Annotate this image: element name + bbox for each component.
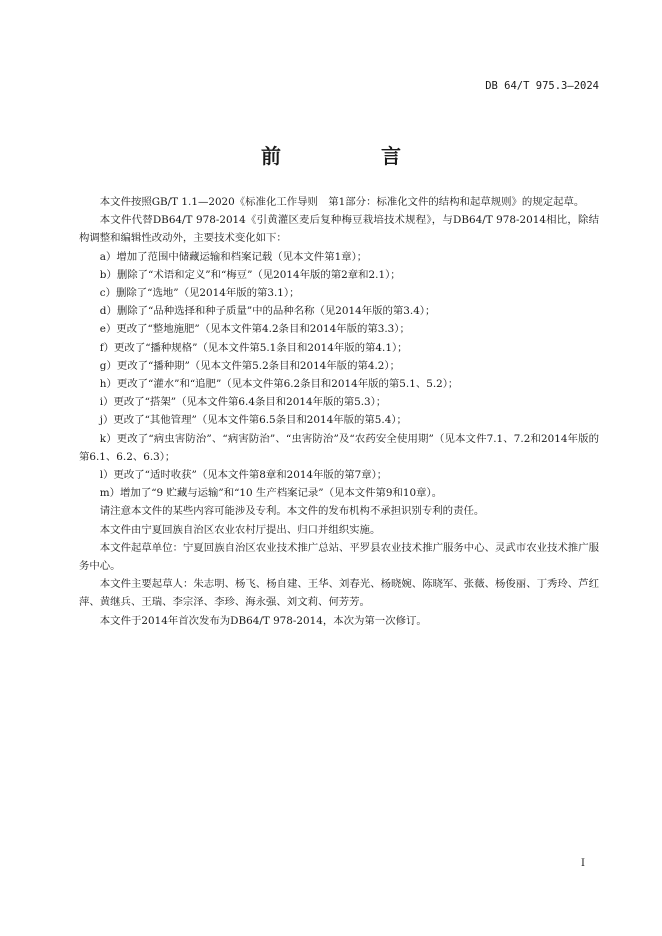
- change-item-d: d）删除了“品种选择和种子质量”中的品种名称（见2014年版的第3.4）；: [99, 305, 436, 318]
- paragraph-drafters: 本文件主要起草人：朱志明、杨飞、杨自建、王华、刘春光、杨晓婉、陈晓军、张薇、杨俊丽、丁秀玲、芦红萍、黄继兵、王瑞、李宗泽、李珍、海永强、刘文莉、何芳芳。: [79, 578, 599, 609]
- change-item-j: j）更改了“其他管理”（见本文件第6.5条目和2014年版的第5.4）；: [99, 414, 407, 427]
- paragraph-patent-notice: 请注意本文件的某些内容可能涉及专利。本文件的发布机构不承担识别专利的责任。: [99, 505, 485, 518]
- change-item-m: m）增加了“9 贮藏与运输”和“10 生产档案记录”（见本文件第9和10章）。: [99, 487, 443, 500]
- paragraph-drafting-basis: 本文件按照GB/T 1.1—2020《标准化工作导则 第1部分：标准化文件的结构和起草规则》的规定起草。: [99, 196, 585, 208]
- paragraph-drafting-units: 本文件起草单位：宁夏回族自治区农业技术推广总站、平罗县农业技术推广服务中心、灵武市农业技术推广服务中心。: [79, 541, 599, 573]
- page-number: I: [581, 858, 585, 869]
- paragraph-proposer: 本文件由宁夏回族自治区农业农村厅提出、归口并组织实施。: [99, 523, 381, 536]
- change-item-g: g）更改了“播种期”（见本文件第5.2条目和2014年版的第4.2）；: [99, 359, 400, 372]
- standard-code: DB 64/T 975.3—2024: [485, 80, 599, 92]
- change-item-f: f）更改了“播种规格”（见本文件第5.1条目和2014年版的第4.1）；: [99, 341, 408, 354]
- change-item-k: k）更改了“病虫害防治”、“病害防治”、“虫害防治”及“农药安全使用期”（见本文件7.1、7.2和2014年版的第6.1、6.2、6.3）；: [79, 432, 599, 463]
- change-item-e: e）更改了“整地施肥”（见本文件第4.2条目和2014年版的第3.3）；: [99, 323, 410, 336]
- change-item-a: a）增加了范围中储藏运输和档案记载（见本文件第1章）；: [99, 250, 368, 263]
- change-item-i: i）更改了“搭架”（见本文件第6.4条目和2014年版的第5.3）；: [99, 396, 387, 409]
- paragraph-replacement: 本文件代替DB64/T 978-2014《引黄灌区麦后复种梅豆栽培技术规程》，与DB64/T 978-2014相比，除结构调整和编辑性改动外，主要技术变化如下：: [79, 214, 599, 245]
- paragraph-history: 本文件于2014年首次发布为DB64/T 978-2014，本次为第一次修订。: [99, 614, 427, 627]
- change-item-b: b）删除了“术语和定义”和“梅豆”（见2014年版的第2章和2.1）；: [99, 268, 401, 281]
- change-item-h: h）更改了“灌水”和“追肥”（见本文件第6.2条目和2014年版的第5.1、5.2）；: [99, 378, 459, 391]
- change-item-l: l）更改了“适时收获”（见本文件第8章和2014年版的第7章）；: [99, 469, 388, 482]
- change-item-c: c）删除了“选地”（见2014年版的第3.1）；: [99, 287, 300, 300]
- foreword-body: [79, 193, 599, 630]
- page-title: 前 言: [261, 144, 441, 168]
